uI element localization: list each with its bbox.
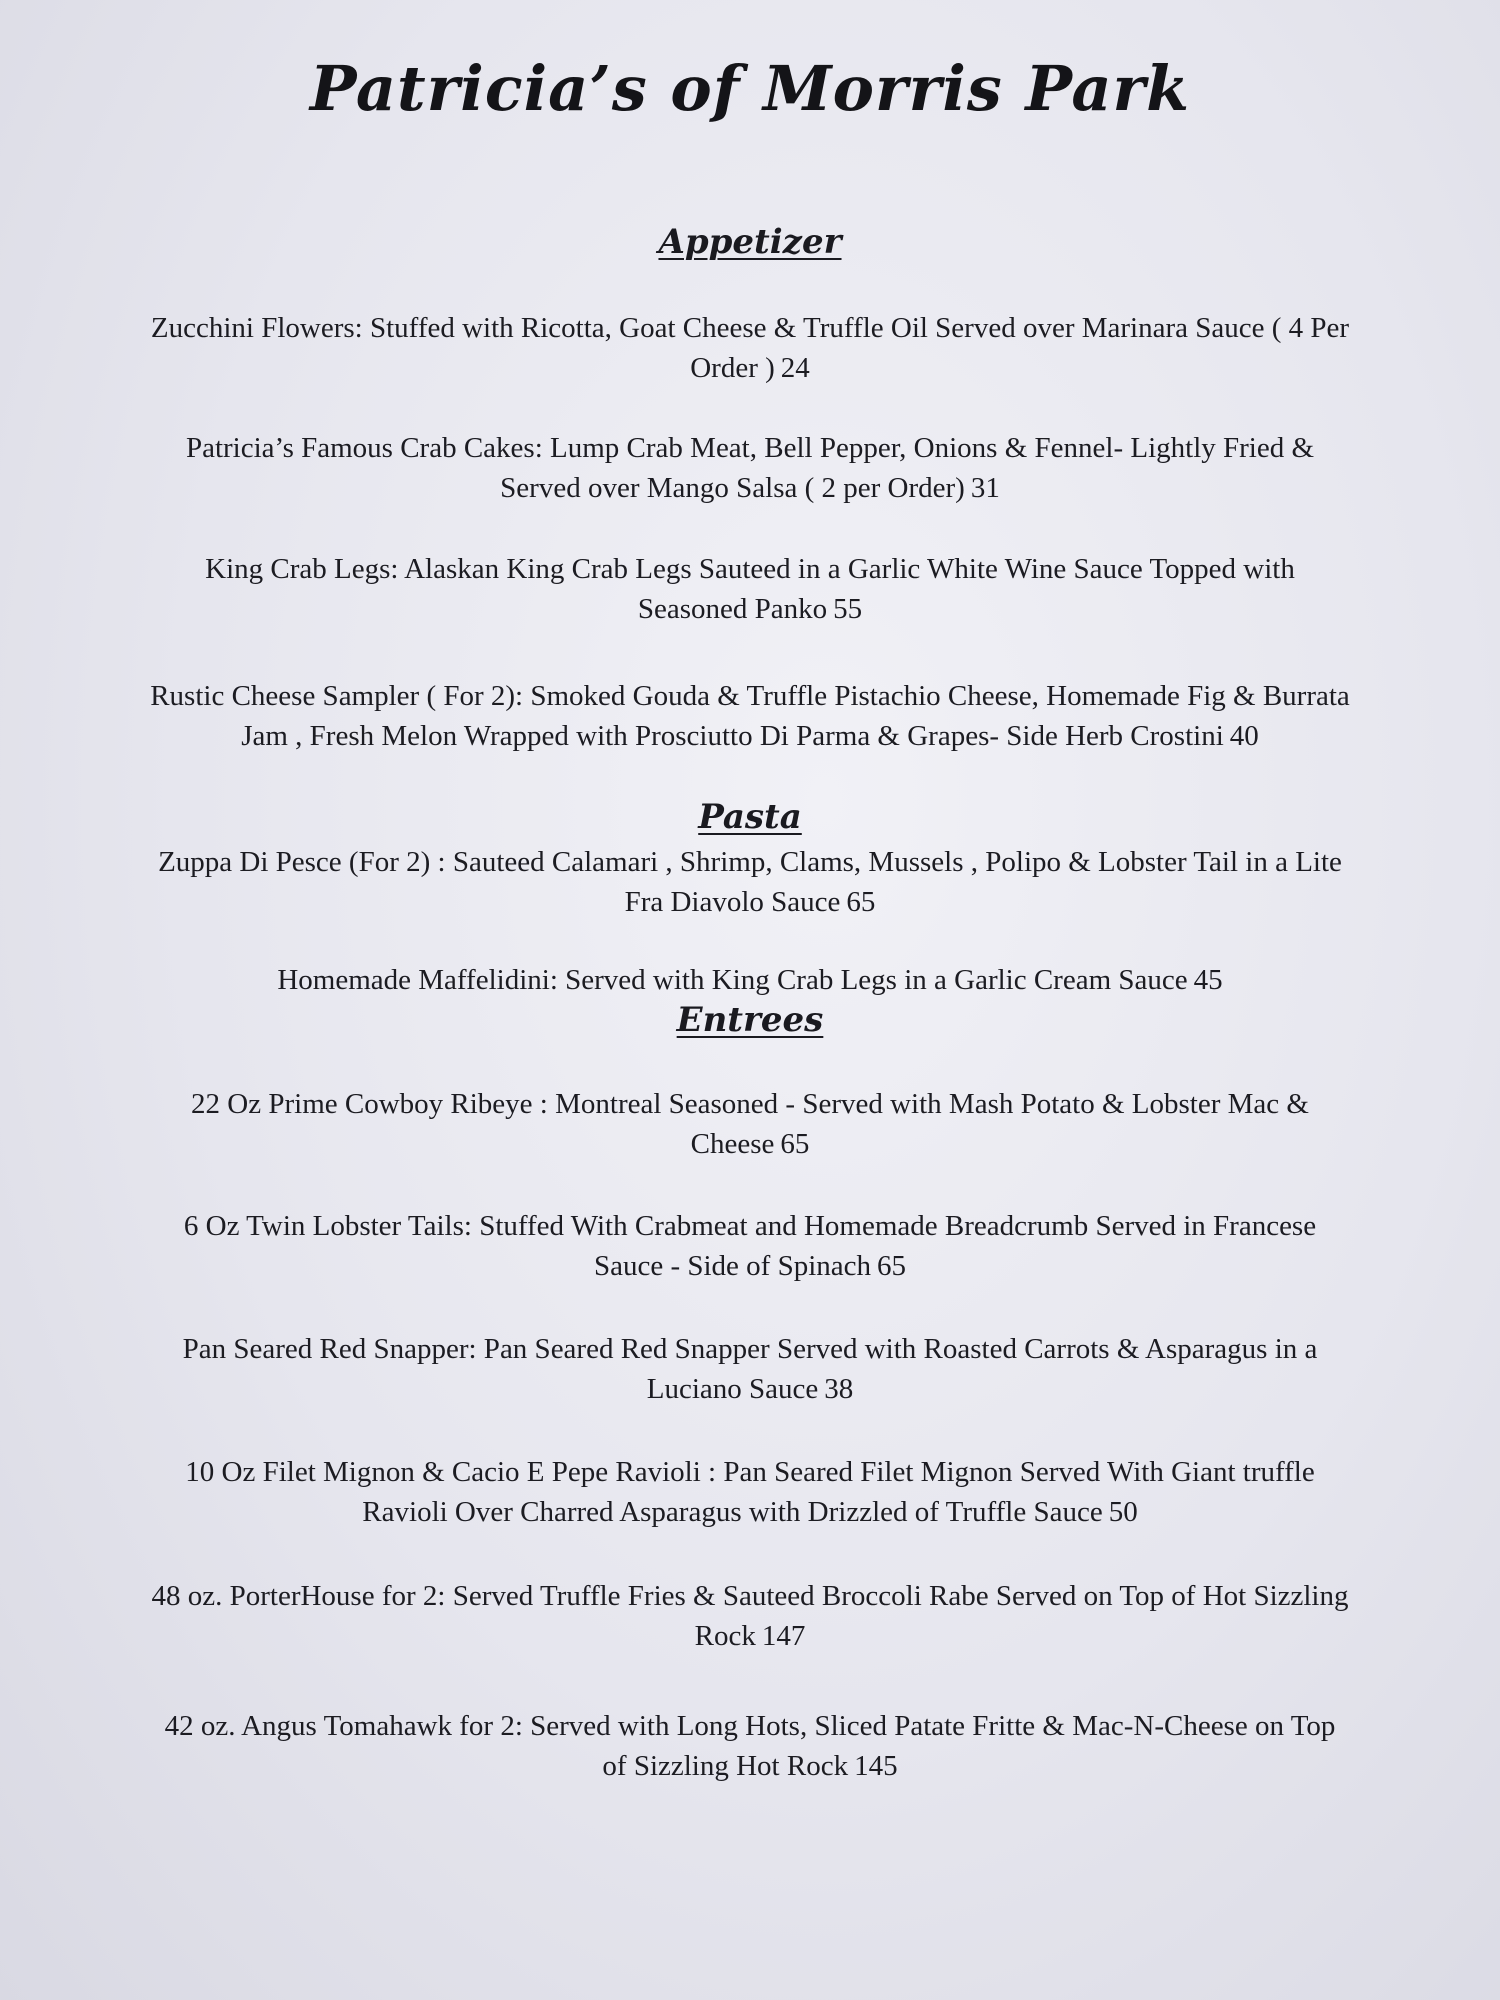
menu-item-price: 24 <box>780 352 810 384</box>
menu-item-red-snapper <box>150 1329 1350 1409</box>
menu-item-rustic-cheese-sampler <box>150 676 1350 756</box>
menu-item-price: 65 <box>846 886 876 918</box>
section-heading-entrees <box>0 1000 1500 1040</box>
menu-item-zuppa-di-pesce <box>150 842 1350 922</box>
menu-item-price: 40 <box>1229 720 1259 752</box>
menu-item-price: 31 <box>970 472 1000 504</box>
section-heading-pasta <box>0 797 1500 837</box>
menu-item-cowboy-ribeye <box>150 1084 1350 1164</box>
menu-item-description: Pan Seared Red Snapper: Pan Seared Red Snapper Served with Roasted Carrots & Asparagus in a Luciano Sauce <box>182 1333 1318 1405</box>
menu-item-description: Zucchini Flowers: Stuffed with Ricotta, Goat Cheese & Truffle Oil Served over Marinara Sauce ( 4 Per Order ) <box>150 312 1350 384</box>
section-heading-pasta-label: Pasta <box>698 797 802 837</box>
menu-item-description: 10 Oz Filet Mignon & Cacio E Pepe Ravioli : Pan Seared Filet Mignon Served With Giant truffle Ravioli Over Charred Asparagus with Drizzled of Truffle Sauce <box>185 1456 1315 1528</box>
menu-item-zucchini-flowers <box>150 308 1350 388</box>
menu-item-description: Rustic Cheese Sampler ( For 2): Smoked Gouda & Truffle Pistachio Cheese, Homemade Fig & Burrata Jam , Fresh Melon Wrapped with Prosciutto Di Parma & Grapes- Side Herb Crostini <box>150 680 1350 752</box>
menu-item-price: 145 <box>854 1750 898 1782</box>
menu-item-tomahawk <box>150 1706 1350 1786</box>
menu-item-description: Zuppa Di Pesce (For 2) : Sauteed Calamari , Shrimp, Clams, Mussels , Polipo & Lobster Tail in a Lite Fra Diavolo Sauce <box>158 846 1342 918</box>
menu-item-description: 48 oz. PorterHouse for 2: Served Truffle Fries & Sauteed Broccoli Rabe Served on Top of Hot Sizzling Rock <box>151 1580 1349 1652</box>
menu-item-porterhouse <box>150 1576 1350 1656</box>
menu-item-description: Homemade Maffelidini: Served with King Crab Legs in a Garlic Cream Sauce <box>277 964 1188 996</box>
menu-item-twin-lobster-tails <box>150 1206 1350 1286</box>
section-heading-appetizer-label: Appetizer <box>658 222 842 262</box>
menu-item-description: King Crab Legs: Alaskan King Crab Legs Sauteed in a Garlic White Wine Sauce Topped with Seasoned Panko <box>205 553 1295 625</box>
section-heading-entrees-label: Entrees <box>676 1000 824 1040</box>
restaurant-name: Patricia’s of Morris Park <box>309 52 1191 125</box>
menu-item-price: 38 <box>824 1373 854 1405</box>
menu-item-price: 65 <box>780 1128 810 1160</box>
menu-item-price: 55 <box>833 593 863 625</box>
menu-item-crab-cakes <box>150 428 1350 508</box>
menu-item-price: 50 <box>1108 1496 1138 1528</box>
menu-item-price: 65 <box>877 1250 907 1282</box>
menu-item-description: 22 Oz Prime Cowboy Ribeye : Montreal Seasoned - Served with Mash Potato & Lobster Mac & Cheese <box>191 1088 1309 1160</box>
menu-item-description: Patricia’s Famous Crab Cakes: Lump Crab Meat, Bell Pepper, Onions & Fennel- Lightly Fried & Served over Mango Salsa ( 2 per Order) <box>185 432 1315 504</box>
section-heading-appetizer <box>0 222 1500 262</box>
menu-item-price: 147 <box>761 1620 806 1652</box>
menu-item-description: 42 oz. Angus Tomahawk for 2: Served with Long Hots, Sliced Patate Fritte & Mac-N-Cheese on Top of Sizzling Hot Rock <box>164 1710 1336 1782</box>
menu-item-maffelidini <box>150 960 1350 1000</box>
menu-item-description: 6 Oz Twin Lobster Tails: Stuffed With Crabmeat and Homemade Breadcrumb Served in Francese Sauce - Side of Spinach <box>183 1210 1317 1282</box>
menu-item-filet-mignon <box>150 1452 1350 1532</box>
menu-item-king-crab-legs <box>150 549 1350 629</box>
menu-item-price: 45 <box>1193 964 1223 996</box>
